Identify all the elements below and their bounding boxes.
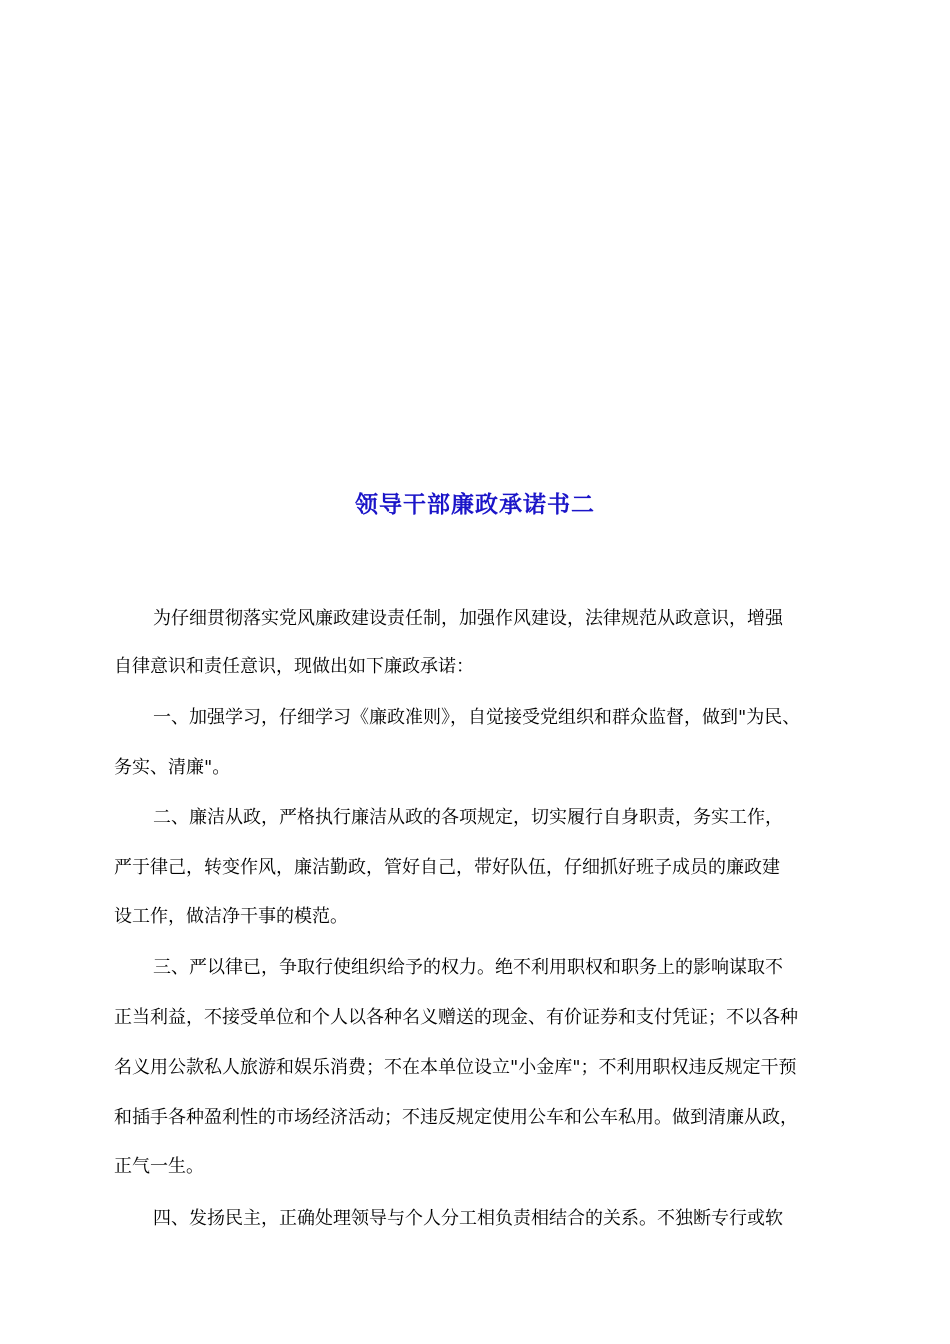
paragraph-line: 四、发扬民主，正确处理领导与个人分工相负责相结合的关系。不独断专行或软 (153, 1208, 783, 1229)
paragraph-line: 名义用公款私人旅游和娱乐消费；不在本单位设立"小金库"；不利用职权违反规定干预 (114, 1057, 797, 1078)
paragraph-line: 自律意识和责任意识，现做出如下廉政承诺： (114, 656, 474, 677)
paragraph-line: 为仔细贯彻落实党风廉政建设责任制，加强作风建设，法律规范从政意识，增强 (153, 608, 783, 629)
paragraph-line: 一、加强学习，仔细学习《廉政准则》，自觉接受党组织和群众监督，做到"为民、 (153, 707, 801, 728)
paragraph-line: 正当利益，不接受单位和个人以各种名义赠送的现金、有价证券和支付凭证；不以各种 (114, 1007, 798, 1028)
paragraph-line: 正气一生。 (114, 1156, 204, 1177)
paragraph-line: 严于律己，转变作风，廉洁勤政，管好自己，带好队伍，仔细抓好班子成员的廉政建 (114, 857, 780, 878)
paragraph-line: 务实、清廉"。 (114, 757, 231, 778)
paragraph-line: 设工作，做洁净干事的模范。 (114, 906, 348, 927)
document-title: 领导干部廉政承诺书二 (355, 491, 595, 518)
paragraph-line: 和插手各种盈利性的市场经济活动；不违反规定使用公车和公车私用。做到清廉从政， (114, 1107, 798, 1128)
paragraph-line: 三、严以律已，争取行使组织给予的权力。绝不利用职权和职务上的影响谋取不 (153, 957, 783, 978)
paragraph-line: 二、廉洁从政，严格执行廉洁从政的各项规定，切实履行自身职责，务实工作， (153, 807, 783, 828)
